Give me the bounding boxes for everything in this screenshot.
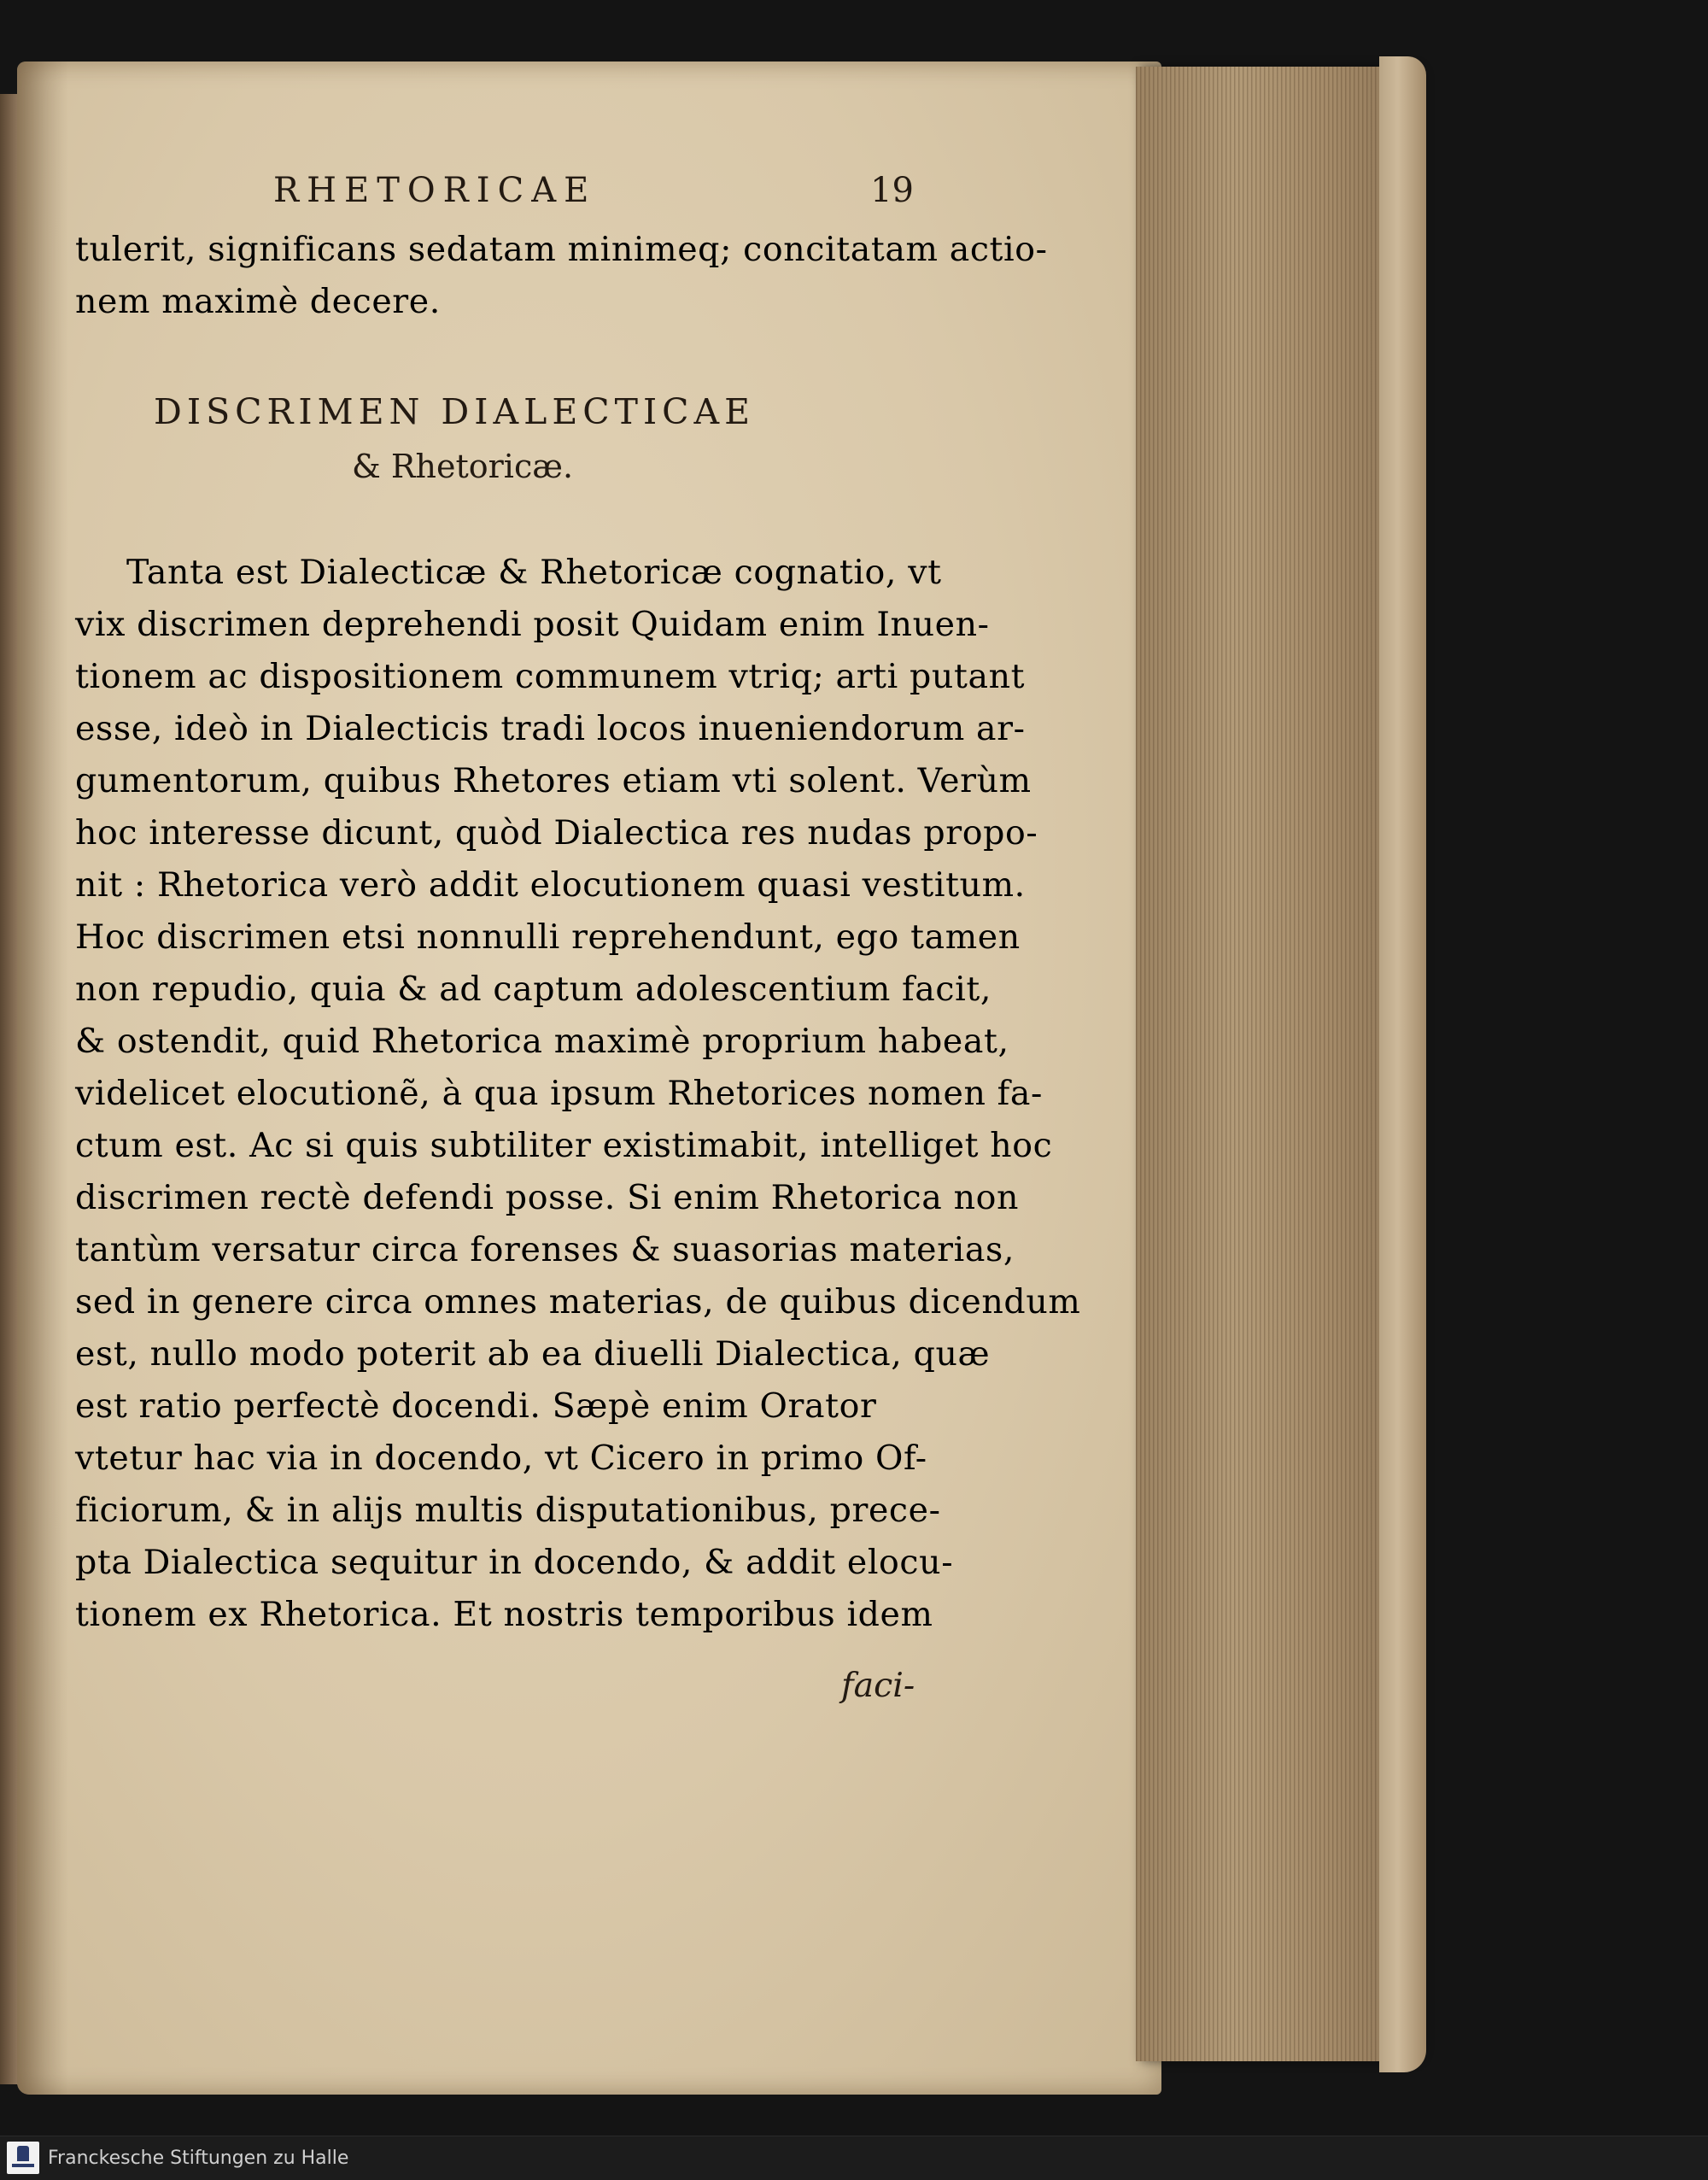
- text-line: esse, ideò in Dialecticis tradi locos inueniendorum ar-: [75, 709, 1026, 748]
- running-title: RHETORICAE: [273, 171, 597, 210]
- text-line: sed in genere circa omnes materias, de quibus dicendum: [75, 1282, 1081, 1321]
- logo-base: [12, 2164, 34, 2167]
- text-line: gumentorum, quibus Rhetores etiam vti solent. Verùm: [75, 761, 1032, 800]
- text-line: non repudio, quia & ad captum adolescentium facit,: [75, 970, 992, 1009]
- gutter-shadow: [17, 62, 68, 2095]
- text-line: pta Dialectica sequitur in docendo, & addit elocu-: [75, 1543, 954, 1582]
- viewer-footer: [0, 2136, 1708, 2180]
- text-line: tulerit, significans sedatam minimeq; concitatam actio-: [75, 230, 1048, 269]
- footer-label[interactable]: Franckesche Stiftungen zu Halle: [48, 2148, 349, 2169]
- text-line: tionem ex Rhetorica. Et nostris temporibus idem: [75, 1595, 933, 1634]
- text-line: nit : Rhetorica verò addit elocutionem quasi vestitum.: [75, 865, 1026, 905]
- opening-paragraph: [75, 224, 1048, 328]
- text-line: vix discrimen deprehendi posit Quidam enim Inuen-: [75, 605, 990, 644]
- text-line: ficiorum, & in alijs multis disputationibus, prece-: [75, 1491, 941, 1530]
- text-line: discrimen rectè defendi posse. Si enim Rhetorica non: [75, 1178, 1020, 1217]
- body-paragraph: [75, 547, 1081, 1641]
- page-number: 19: [870, 171, 914, 210]
- text-line: videlicet elocutionẽ, à qua ipsum Rhetorices nomen fa-: [75, 1074, 1043, 1113]
- text-line: Tanta est Dialecticæ & Rhetoricæ cognatio, vt: [126, 553, 942, 592]
- text-line: tionem ac dispositionem communem vtriq; arti putant: [75, 657, 1026, 696]
- text-line: est ratio perfectè docendi. Sæpè enim Orator: [75, 1386, 877, 1426]
- catchword: faci-: [841, 1666, 915, 1705]
- section-subheading: & Rhetoricæ.: [352, 448, 574, 485]
- running-head: [196, 171, 914, 222]
- text-line: hoc interesse dicunt, quòd Dialectica res nudas propo-: [75, 813, 1038, 853]
- text-line: ctum est. Ac si quis subtiliter existimabit, intelliget hoc: [75, 1126, 1053, 1165]
- section-heading: DISCRIMEN DIALECTICAE: [154, 391, 756, 432]
- logo-mark: [17, 2146, 29, 2161]
- text-line: tantùm versatur circa forenses & suasorias materias,: [75, 1230, 1015, 1269]
- institution-logo-icon: [7, 2142, 39, 2174]
- fore-edge-rim: [1379, 56, 1426, 2072]
- text-line: nem maximè decere.: [75, 282, 441, 321]
- text-line: & ostendit, quid Rhetorica maximè proprium habeat,: [75, 1022, 1009, 1061]
- text-line: est, nullo modo poterit ab ea diuelli Dialectica, quæ: [75, 1334, 991, 1374]
- text-line: vtetur hac via in docendo, vt Cicero in primo Of-: [75, 1439, 927, 1478]
- fore-edge-leaves: [1136, 67, 1418, 2061]
- text-line: Hoc discrimen etsi nonnulli reprehendunt, ego tamen: [75, 917, 1021, 957]
